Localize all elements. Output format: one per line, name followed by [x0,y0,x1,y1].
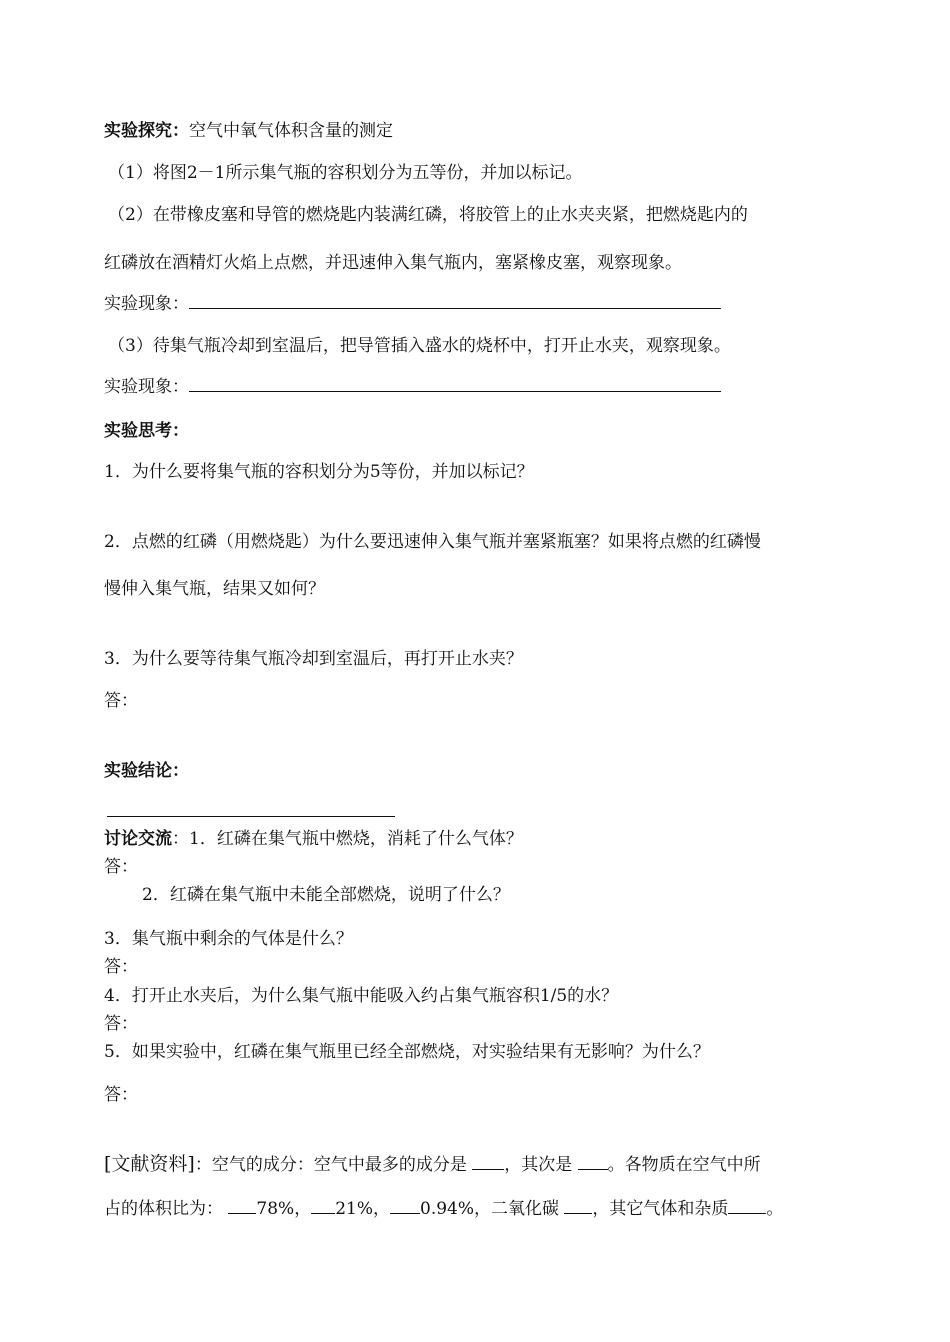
percent-78: 78%， [256,1199,312,1219]
discussion-question-1: ：1．红磷在集气瓶中燃烧，消耗了什么气体？ [172,829,523,849]
discussion-line-1 [104,828,523,850]
literature-text-3: 。各物质在空气中所 [607,1155,761,1175]
observation-line-1 [104,293,721,315]
section-title: 空气中氧气体积含量的测定 [189,121,393,141]
percent-094-co2: 0.94%，二氧化碳 [420,1199,560,1219]
literature-text-5: ，其它气体和杂质 [592,1199,729,1219]
percent-21: 21%， [335,1199,390,1219]
discussion-question-2: 2．红磷在集气瓶中未能全部燃烧，说明了什么？ [142,885,510,905]
literature-line-1 [104,1153,761,1176]
discussion-question-3: 3．集气瓶中剩余的气体是什么？ [104,929,353,949]
discussion-question-4: 4．打开止水夹后，为什么集气瓶中能吸入约占集气瓶容积1/5的水？ [104,986,619,1006]
discussion-question-5: 5．如果实验中，红磷在集气瓶里已经全部燃烧，对实验结果有无影响？为什么？ [104,1042,710,1062]
thinking-heading: 实验思考： [104,421,189,441]
literature-heading: [文献资料] [104,1153,195,1175]
literature-text-6: 。 [766,1199,784,1219]
thinking-answer-label: 答： [104,691,138,711]
discussion-answer-1: 答： [104,857,138,877]
observation-label-1: 实验现象： [104,294,189,314]
step-2-line1: （2）在带橡皮塞和导管的燃烧匙内装满红磷，将胶管上的止水夹夹紧，把燃烧匙内的 [108,205,748,225]
literature-text-2: ，其次是 [504,1155,573,1175]
discussion-answer-5: 答： [104,1085,138,1105]
blank-gas-094[interactable] [390,1199,420,1214]
discussion-heading: 讨论交流 [104,829,172,849]
discussion-answer-4: 答： [104,1014,138,1034]
blank-gas-78[interactable] [228,1199,256,1214]
literature-text-4: 占的体积比为： [104,1199,223,1219]
observation-answer-line-1[interactable] [189,294,721,309]
section-title-line [104,120,393,142]
blank-co2-percent[interactable] [564,1199,592,1214]
step-1: （1）将图2－1所示集气瓶的容积划分为五等份，并加以标记。 [108,163,583,183]
thinking-question-2-line1: 2．点燃的红磷（用燃烧匙）为什么要迅速伸入集气瓶并塞紧瓶塞？如果将点燃的红磷慢 [104,532,761,552]
conclusion-answer-line[interactable] [107,816,395,817]
section-heading-explore: 实验探究： [104,121,189,141]
literature-line-2 [104,1198,783,1220]
blank-second-component[interactable] [578,1155,608,1170]
literature-text-1: ：空气的成分：空气中最多的成分是 [194,1155,467,1175]
step-2-line2: 红磷放在酒精灯火焰上点燃，并迅速伸入集气瓶内，塞紧橡皮塞，观察现象。 [104,253,682,273]
blank-gas-21[interactable] [311,1199,335,1214]
observation-line-2 [104,376,721,398]
blank-other-gases[interactable] [728,1199,766,1214]
conclusion-heading: 实验结论： [104,761,189,781]
observation-answer-line-2[interactable] [189,377,721,392]
observation-label-2: 实验现象： [104,377,189,397]
blank-most-component[interactable] [472,1155,504,1170]
step-3: （3）待集气瓶冷却到室温后，把导管插入盛水的烧杯中，打开止水夹，观察现象。 [108,336,731,356]
thinking-question-1: 1．为什么要将集气瓶的容积划分为5等份，并加以标记？ [104,462,534,482]
thinking-question-2-line2: 慢伸入集气瓶，结果又如何？ [104,579,325,599]
thinking-question-3: 3．为什么要等待集气瓶冷却到室温后，再打开止水夹？ [104,649,523,669]
discussion-answer-3: 答： [104,957,138,977]
